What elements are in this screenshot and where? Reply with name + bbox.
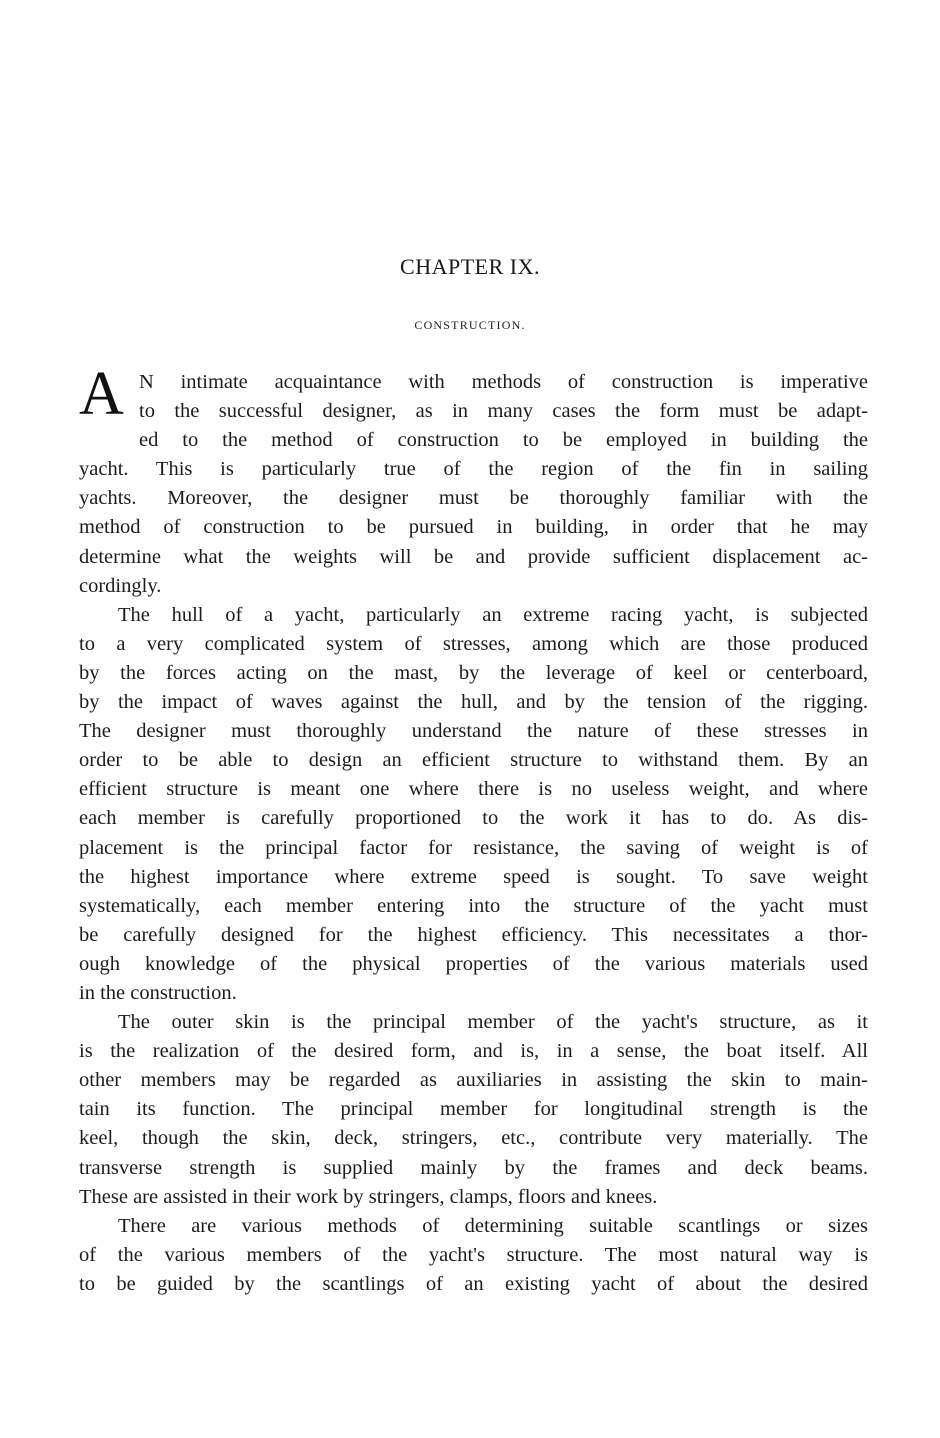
paragraph-4 <box>79 1212 868 1299</box>
text-line: to be guided by the scantlings of an existing yacht of about the desired <box>79 1272 868 1295</box>
text-line: determine what the weights will be and provide sufficient displacement ac- <box>79 545 868 568</box>
text-line: tain its function. The principal member for longitudinal strength is the <box>79 1098 868 1121</box>
text-line: placement is the principal factor for resistance, the saving of weight is of <box>79 836 868 859</box>
text-line: in the construction. <box>79 981 237 1004</box>
text-line: efficient structure is meant one where there is no useless weight, and where <box>79 778 868 801</box>
text-line: transverse strength is supplied mainly by the frames and deck beams. <box>79 1156 868 1179</box>
paragraph-3 <box>79 1008 868 1212</box>
text-line: of the various members of the yacht's structure. The most natural way is <box>79 1243 868 1266</box>
text-line: The hull of a yacht, particularly an extreme racing yacht, is subjected <box>118 603 868 626</box>
text-line: These are assisted in their work by stringers, clamps, floors and knees. <box>79 1185 658 1208</box>
text-line: be carefully designed for the highest efficiency. This necessitates a thor- <box>79 923 868 946</box>
text-line: ough knowledge of the physical properties of the various materials used <box>79 952 868 975</box>
text-line: order to be able to design an efficient structure to withstand them. By an <box>79 749 868 772</box>
text-line: is the realization of the desired form, and is, in a sense, the boat itself. All <box>79 1040 868 1063</box>
paragraph-2 <box>79 601 868 1008</box>
text-line: each member is carefully proportioned to the work it has to do. As dis- <box>79 807 868 830</box>
text-line: to the successful designer, as in many cases the form must be adapt- <box>139 400 868 423</box>
text-line: yacht. This is particularly true of the region of the fin in sailing <box>79 458 868 481</box>
body-text <box>79 360 868 1299</box>
text-line: systematically, each member entering into the structure of the yacht must <box>79 894 868 917</box>
paragraph-1 <box>79 360 868 601</box>
text-line: The outer skin is the principal member of the yacht's structure, as it <box>118 1011 868 1034</box>
text-line: There are various methods of determining suitable scantlings or sizes <box>118 1214 868 1237</box>
text-line: yachts. Moreover, the designer must be thoroughly familiar with the <box>79 487 868 510</box>
text-line: ed to the method of construction to be employed in building the <box>139 429 868 452</box>
text-line: The designer must thoroughly understand the nature of these stresses in <box>79 720 868 743</box>
text-line: keel, though the skin, deck, stringers, etc., contribute very materially. The <box>79 1127 868 1150</box>
drop-cap-initial: A <box>79 360 124 428</box>
text-line: N intimate acquaintance with methods of construction is imperative <box>139 371 868 393</box>
text-line: by the forces acting on the mast, by the leverage of keel or centerboard, <box>79 661 868 684</box>
text-line: method of construction to be pursued in building, in order that he may <box>79 516 868 539</box>
text-line: to a very complicated system of stresses, among which are those produced <box>79 632 868 655</box>
chapter-heading: CHAPTER IX. <box>400 254 540 279</box>
text-line: other members may be regarded as auxiliaries in assisting the skin to main- <box>79 1069 868 1092</box>
section-heading: CONSTRUCTION. <box>414 318 526 332</box>
text-line: cordingly. <box>79 574 162 597</box>
text-line: by the impact of waves against the hull, and by the tension of the rigging. <box>79 691 868 714</box>
text-line: the highest importance where extreme speed is sought. To save weight <box>79 865 868 888</box>
